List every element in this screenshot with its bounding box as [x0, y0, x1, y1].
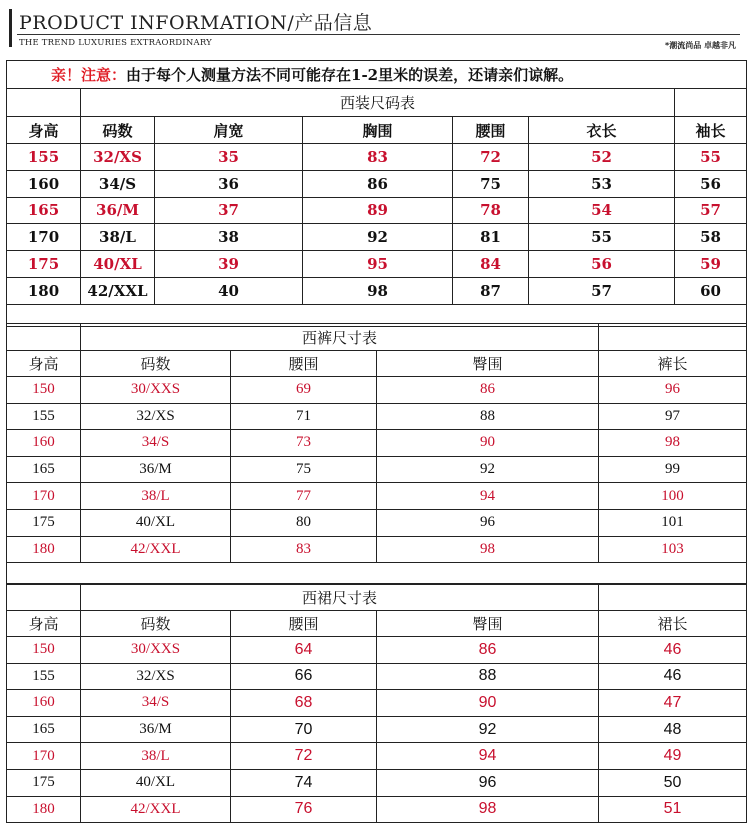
table-row — [7, 224, 747, 251]
table-cell: 72 — [231, 743, 377, 770]
skirt-header-row — [7, 611, 747, 637]
table-cell: 47 — [599, 690, 747, 717]
table-cell: 36/M — [81, 456, 231, 483]
table-cell: 46 — [599, 663, 747, 690]
table-cell: 76 — [231, 796, 377, 823]
table-cell: 78 — [453, 197, 529, 224]
table-cell: 96 — [377, 509, 599, 536]
table-row — [7, 144, 747, 171]
table-cell: 69 — [231, 377, 377, 404]
table-row — [7, 743, 747, 770]
table-cell: 170 — [7, 483, 81, 510]
table-cell: 75 — [231, 456, 377, 483]
table-cell: 88 — [377, 663, 599, 690]
table-cell: 170 — [7, 743, 81, 770]
table-cell: 57 — [529, 277, 675, 304]
table-cell: 37 — [155, 197, 303, 224]
page-title: PRODUCT INFORMATION/产品信息 — [19, 12, 373, 34]
table-cell: 88 — [377, 403, 599, 430]
table-cell: 92 — [377, 456, 599, 483]
table-cell: 42/XXL — [81, 536, 231, 563]
table-cell: 70 — [231, 716, 377, 743]
pants-header-row — [7, 351, 747, 377]
table-cell: 40/XL — [81, 251, 155, 278]
table-cell: 56 — [529, 251, 675, 278]
table-row — [7, 377, 747, 404]
table-cell: 175 — [7, 769, 81, 796]
table-cell: 175 — [7, 509, 81, 536]
table-cell: 81 — [453, 224, 529, 251]
skirt-header-cell: 裙长 — [599, 611, 747, 637]
skirt-table-title: 西裙尺寸表 — [81, 584, 599, 611]
table-cell: 53 — [529, 170, 675, 197]
table-cell: 34/S — [81, 170, 155, 197]
pants-header-cell: 码数 — [81, 351, 231, 377]
suit-size-table — [6, 60, 747, 327]
table-cell: 38 — [155, 224, 303, 251]
table-cell: 56 — [675, 170, 747, 197]
table-cell: 68 — [231, 690, 377, 717]
table-cell: 40/XL — [81, 769, 231, 796]
table-cell: 86 — [377, 637, 599, 664]
table-cell: 30/XXS — [81, 637, 231, 664]
table-cell: 175 — [7, 251, 81, 278]
table-cell: 165 — [7, 197, 81, 224]
table-cell: 36/M — [81, 716, 231, 743]
table-row — [7, 509, 747, 536]
table-cell: 96 — [599, 377, 747, 404]
pants-header-cell: 臀围 — [377, 351, 599, 377]
table-cell: 75 — [453, 170, 529, 197]
table-cell: 94 — [377, 743, 599, 770]
table-cell: 89 — [303, 197, 453, 224]
table-cell: 83 — [231, 536, 377, 563]
table-cell: 58 — [675, 224, 747, 251]
table-cell: 30/XXS — [81, 377, 231, 404]
table-cell: 54 — [529, 197, 675, 224]
suit-header-cell: 袖长 — [675, 117, 747, 144]
table-cell: 39 — [155, 251, 303, 278]
table-row — [7, 637, 747, 664]
pants-title-row — [7, 324, 747, 351]
skirt-header-cell: 身高 — [7, 611, 81, 637]
table-row — [7, 197, 747, 224]
table-cell: 165 — [7, 716, 81, 743]
table-cell: 77 — [231, 483, 377, 510]
table-cell: 80 — [231, 509, 377, 536]
pants-header-cell: 裤长 — [599, 351, 747, 377]
table-row — [7, 483, 747, 510]
table-cell: 72 — [453, 144, 529, 171]
table-cell: 100 — [599, 483, 747, 510]
table-cell: 36/M — [81, 197, 155, 224]
table-cell: 42/XXL — [81, 277, 155, 304]
table-cell: 98 — [377, 796, 599, 823]
page-header — [0, 0, 750, 58]
table-cell: 46 — [599, 637, 747, 664]
skirt-size-table — [6, 583, 747, 823]
table-cell: 97 — [599, 403, 747, 430]
skirt-header-cell: 码数 — [81, 611, 231, 637]
table-cell: 83 — [303, 144, 453, 171]
suit-header-cell: 衣长 — [529, 117, 675, 144]
table-cell: 155 — [7, 144, 81, 171]
table-cell: 42/XXL — [81, 796, 231, 823]
skirt-header-cell: 臀围 — [377, 611, 599, 637]
table-cell: 38/L — [81, 483, 231, 510]
table-cell: 92 — [303, 224, 453, 251]
table-cell: 90 — [377, 690, 599, 717]
table-cell: 87 — [453, 277, 529, 304]
header-divider — [17, 34, 740, 35]
table-cell: 50 — [599, 769, 747, 796]
table-cell: 160 — [7, 430, 81, 457]
table-cell: 155 — [7, 403, 81, 430]
table-row — [7, 796, 747, 823]
table-cell: 86 — [377, 377, 599, 404]
table-cell: 103 — [599, 536, 747, 563]
suit-header-cell: 身高 — [7, 117, 81, 144]
header-slogan: *潮流尚品 卓越非凡 — [665, 41, 736, 50]
blank-cell — [599, 584, 747, 611]
suit-header-cell: 腰围 — [453, 117, 529, 144]
table-cell: 101 — [599, 509, 747, 536]
suit-header-cell: 肩宽 — [155, 117, 303, 144]
suit-header-cell: 胸围 — [303, 117, 453, 144]
table-cell: 73 — [231, 430, 377, 457]
table-cell: 150 — [7, 377, 81, 404]
blank-cell — [675, 89, 747, 117]
table-row — [7, 769, 747, 796]
table-cell: 66 — [231, 663, 377, 690]
table-cell: 165 — [7, 456, 81, 483]
suit-header-cell: 码数 — [81, 117, 155, 144]
table-cell: 99 — [599, 456, 747, 483]
table-cell: 92 — [377, 716, 599, 743]
table-cell: 71 — [231, 403, 377, 430]
table-cell: 180 — [7, 277, 81, 304]
table-cell: 98 — [599, 430, 747, 457]
header-accent-bar — [9, 9, 12, 47]
table-cell: 155 — [7, 663, 81, 690]
skirt-header-cell: 腰围 — [231, 611, 377, 637]
table-cell: 36 — [155, 170, 303, 197]
table-cell: 38/L — [81, 224, 155, 251]
table-cell: 51 — [599, 796, 747, 823]
table-cell: 40/XL — [81, 509, 231, 536]
table-cell: 55 — [529, 224, 675, 251]
page-subtitle: THE TREND LUXURIES EXTRAORDINARY — [19, 38, 212, 48]
suit-header-row — [7, 117, 747, 144]
pants-table-title: 西裤尺寸表 — [81, 324, 599, 351]
blank-cell — [7, 584, 81, 611]
table-row — [7, 430, 747, 457]
table-cell: 52 — [529, 144, 675, 171]
pants-header-cell: 身高 — [7, 351, 81, 377]
table-cell: 180 — [7, 536, 81, 563]
suit-title-row — [7, 89, 747, 117]
table-cell: 55 — [675, 144, 747, 171]
table-cell: 34/S — [81, 430, 231, 457]
blank-cell — [599, 324, 747, 351]
notice-prefix: 亲！注意： — [51, 66, 127, 84]
table-cell: 40 — [155, 277, 303, 304]
table-cell: 48 — [599, 716, 747, 743]
table-cell: 35 — [155, 144, 303, 171]
table-row — [7, 536, 747, 563]
table-cell: 59 — [675, 251, 747, 278]
table-cell: 64 — [231, 637, 377, 664]
table-row — [7, 251, 747, 278]
table-cell: 95 — [303, 251, 453, 278]
table-cell: 49 — [599, 743, 747, 770]
skirt-title-row — [7, 584, 747, 611]
spacer-cell — [7, 563, 747, 585]
table-cell: 84 — [453, 251, 529, 278]
table-cell: 170 — [7, 224, 81, 251]
table-cell: 180 — [7, 796, 81, 823]
table-row — [7, 690, 747, 717]
pants-size-table — [6, 323, 747, 585]
table-cell: 34/S — [81, 690, 231, 717]
table-row — [7, 277, 747, 304]
table-cell: 86 — [303, 170, 453, 197]
table-cell: 32/XS — [81, 663, 231, 690]
table-cell: 98 — [377, 536, 599, 563]
table-row — [7, 663, 747, 690]
table-row — [7, 716, 747, 743]
table-cell: 32/XS — [81, 144, 155, 171]
table-cell: 98 — [303, 277, 453, 304]
table-cell: 94 — [377, 483, 599, 510]
spacer-row — [7, 563, 747, 585]
table-row — [7, 403, 747, 430]
table-cell: 32/XS — [81, 403, 231, 430]
table-cell: 150 — [7, 637, 81, 664]
notice-text: 由于每个人测量方法不同可能存在1-2里米的误差，还请亲们谅解。 — [126, 66, 574, 84]
suit-table-title: 西装尺码表 — [81, 89, 675, 117]
notice-row — [7, 61, 747, 89]
blank-cell — [7, 89, 81, 117]
table-cell: 160 — [7, 690, 81, 717]
table-cell: 74 — [231, 769, 377, 796]
pants-header-cell: 腰围 — [231, 351, 377, 377]
table-row — [7, 456, 747, 483]
table-cell: 96 — [377, 769, 599, 796]
table-cell: 57 — [675, 197, 747, 224]
blank-cell — [7, 324, 81, 351]
notice-cell — [7, 61, 747, 89]
table-row — [7, 170, 747, 197]
table-cell: 90 — [377, 430, 599, 457]
table-cell: 60 — [675, 277, 747, 304]
table-cell: 160 — [7, 170, 81, 197]
table-cell: 38/L — [81, 743, 231, 770]
